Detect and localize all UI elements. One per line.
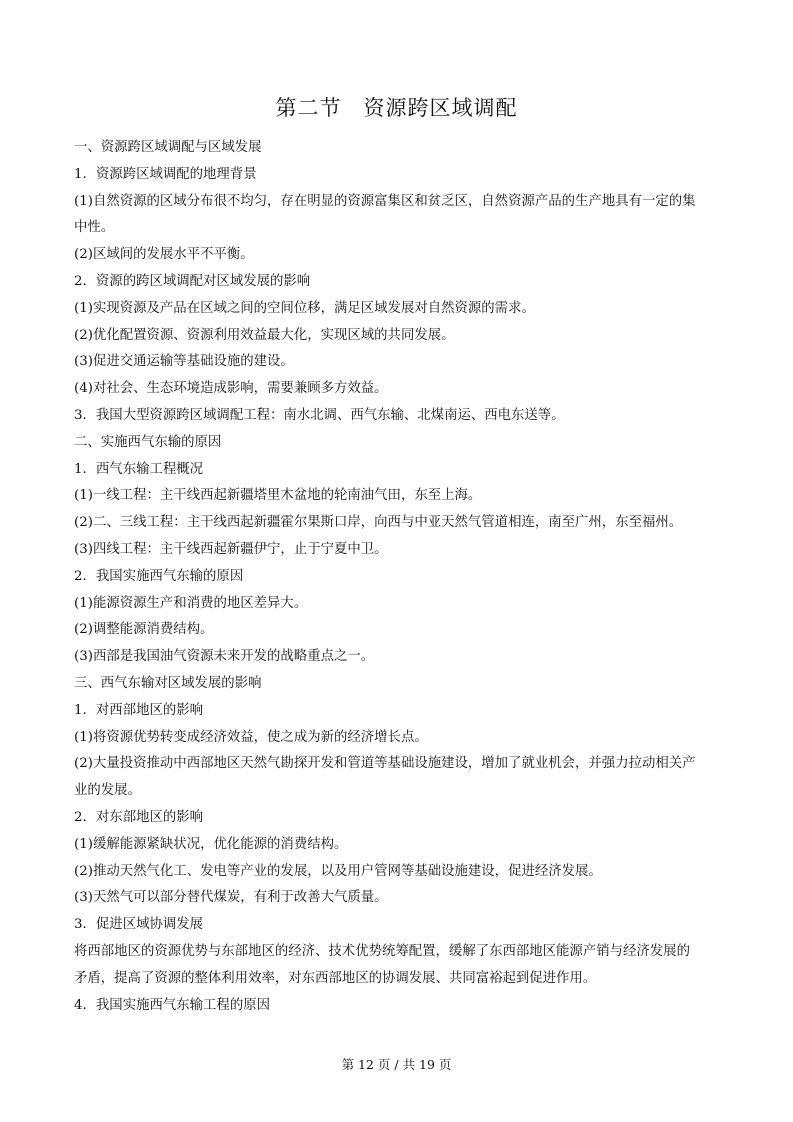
text-line: (2)优化配置资源、资源利用效益最大化，实现区域的共同发展。 (74, 327, 455, 343)
section-title: 第二节 资源跨区域调配 (275, 96, 518, 120)
subheading-line: 1．资源跨区域调配的地理背景 (74, 166, 257, 182)
subheading-line: 2．资源的跨区域调配对区域发展的影响 (74, 273, 311, 289)
text-line: (1)将资源优势转变成经济效益，使之成为新的经济增长点。 (74, 729, 428, 745)
subheading-line: 2．对东部地区的影响 (74, 809, 204, 825)
heading-line: 三、西气东输对区域发展的影响 (74, 675, 262, 691)
subheading-line: 4．我国实施西气东输工程的原因 (74, 997, 270, 1013)
subheading-line: 2．我国实施西气东输的原因 (74, 568, 244, 584)
body-text (74, 135, 729, 1019)
text-line: (2)区域间的发展水平不平衡。 (74, 247, 254, 263)
text-line: (2)二、三线工程：主干线西起新疆霍尔果斯口岸，向西与中亚天然气管道相连，南至广州，东至福州。 (74, 515, 683, 531)
text-line: (3)四线工程：主干线西起新疆伊宁，止于宁夏中卫。 (74, 541, 388, 557)
text-line: (1)能源资源生产和消费的地区差异大。 (74, 595, 308, 611)
text-line: (2)调整能源消费结构。 (74, 622, 214, 638)
text-line: (4)对社会、生态环境造成影响，需要兼顾多方效益。 (74, 381, 388, 397)
text-line: (3)天然气可以部分替代煤炭，有利于改善大气质量。 (74, 890, 388, 906)
text-line: (1)一线工程：主干线西起新疆塔里木盆地的轮南油气田，东至上海。 (74, 488, 482, 504)
text-line: 中性。 (74, 220, 115, 236)
heading-line: 二、实施西气东输的原因 (74, 434, 222, 450)
text-line: 将西部地区的资源优势与东部地区的经济、技术优势统筹配置，缓解了东西部地区能源产销与经济发展的 (74, 943, 690, 959)
text-line: 矛盾，提高了资源的整体利用效率，对东西部地区的协调发展、共同富裕起到促进作用。 (74, 970, 597, 986)
text-line: (3)西部是我国油气资源未来开发的战略重点之一。 (74, 649, 375, 665)
subheading-line: 1．西气东输工程概况 (74, 461, 204, 477)
page-number-footer: 第 12 页 / 共 19 页 (341, 1057, 452, 1072)
text-line: (1)自然资源的区域分布很不均匀，存在明显的资源富集区和贫乏区，自然资源产品的生产地具有一定的集 (74, 193, 696, 209)
text-line: 3．我国大型资源跨区域调配工程：南水北调、西气东输、北煤南运、西电东送等。 (74, 407, 565, 423)
text-line: 业的发展。 (74, 783, 141, 799)
text-line: (1)实现资源及产品在区域之间的空间位移，满足区域发展对自然资源的需求。 (74, 300, 535, 316)
text-line: (3)促进交通运输等基础设施的建设。 (74, 354, 294, 370)
subheading-line: 1．对西部地区的影响 (74, 702, 204, 718)
text-line: (2)推动天然气化工、发电等产业的发展，以及用户管网等基础设施建设，促进经济发展。 (74, 863, 602, 879)
text-line: (2)大量投资推动中西部地区天然气勘探开发和管道等基础设施建设，增加了就业机会，并强力拉动相关产 (74, 756, 696, 772)
subheading-line: 3．促进区域协调发展 (74, 917, 204, 933)
heading-line: 一、资源跨区域调配与区域发展 (74, 140, 262, 155)
text-line: (1)缓解能源紧缺状况，优化能源的消费结构。 (74, 836, 348, 852)
